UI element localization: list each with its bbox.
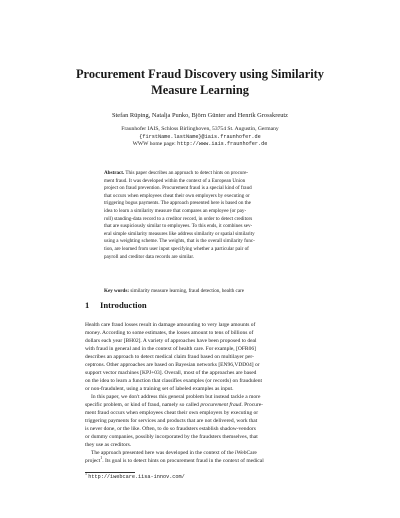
- body-line: ceptrons. Other approaches are based on Bayesian networks [EN96,VDD04] or: [85, 362, 260, 368]
- emphasis-term: procurement fraud: [200, 402, 242, 408]
- body-line: money. According to some estimates, the losses amount to tens of billions of: [85, 330, 254, 336]
- body-line: on the idea to learn a function that classifies examples (or records) on fraudulent: [85, 378, 263, 384]
- footnote-mark[interactable]: 1: [100, 455, 103, 460]
- body-line: triggering payments for services and products that are not delivered, work that: [85, 418, 258, 424]
- body-text-span: project: [85, 458, 101, 464]
- body-line: describes an approach to detect medical claim fraud based on multilayer per-: [85, 354, 254, 360]
- body-line: [85, 457, 316, 465]
- footnote: [85, 471, 185, 481]
- affiliation-address: Fraunhofer IAIS, Schloss Birlinghoven, 53754 St. Augustin, Germany: [121, 126, 279, 132]
- body-line: they use as creditors.: [85, 442, 132, 448]
- body-line: or non-fraudulent, using a training set of labeled examples as input.: [85, 386, 234, 392]
- section-title: Introduction: [100, 300, 147, 310]
- body-line: ment fraud occurs when employees cheat their own employers by executing or: [85, 410, 259, 416]
- body-text-span: . Its goal is to detect hints on procurement fraud in the context of medical: [102, 458, 264, 464]
- abstract-line: This paper describes an approach to detect hints on procure-: [125, 170, 249, 176]
- abstract-line: eral simple similarity measures like address similarity or spatial similarity: [104, 230, 255, 237]
- abstract-line: tion, are learned from user input specifying whether a particular pair of: [104, 245, 249, 252]
- body-line: In this paper, we don't address this general problem but instead tackle a more: [91, 394, 261, 400]
- keywords: [104, 288, 304, 296]
- abstract-line: payroll and creditor data records are similar.: [104, 253, 195, 260]
- title-line-2: Measure Learning: [151, 83, 249, 97]
- abstract-label: Abstract.: [104, 170, 125, 176]
- abstract: [104, 170, 296, 261]
- abstract-line: ment fraud. It was developed within the context of a European Union: [104, 177, 246, 184]
- abstract-line: roll) standing-data record to a creditor record, in order to detect creditors: [104, 215, 253, 222]
- abstract-line: that occurs when employees cheat their own employers by executing or: [104, 192, 250, 199]
- body-line: support vector machines [KPJ+03]. Overall, most of the approaches are based: [85, 370, 257, 376]
- homepage-url: http://www.iais.fraunhofer.de: [177, 141, 268, 147]
- title-line-1: Procurement Fraud Discovery using Similarity: [75, 67, 325, 81]
- body-line: is never done, or the like. Often, to do so fraudsters establish shadow-vendors: [85, 426, 256, 432]
- body-text-span: . Procure-: [241, 402, 263, 408]
- body-line: dollars each year [BH02]. A variety of approaches have been proposed to deal: [85, 338, 257, 344]
- abstract-line: triggering bogus payments. The approach presented here is based on the: [104, 200, 251, 207]
- author-list: Stefan Rüping, Natalja Punko, Björn Günter and Henrik Grosskreutz: [111, 112, 289, 119]
- body-text: [85, 321, 316, 465]
- body-line: with fraud in general and in the context of health care. For example, [OFR06]: [85, 346, 256, 352]
- abstract-line: project on fraud prevention. Procurement fraud is a special kind of fraud: [104, 185, 252, 192]
- footnote-url[interactable]: http://iwebcare.iisa-innov.com/: [88, 474, 185, 480]
- body-text-span: specific problem, or kind of fraud, namely so called: [85, 402, 199, 408]
- affiliation-email: {firstName.lastName}@iais.fraunhofer.de: [139, 133, 261, 140]
- affiliation: [50, 126, 350, 149]
- body-line: The approach presented here was developed in the context of the iWebCare: [91, 450, 257, 456]
- section-number: 1: [85, 300, 90, 310]
- body-line: or dummy companies, possibly incorporated by the fraudsters themselves, that: [85, 434, 258, 440]
- body-line: Health care fraud losses result in damage amounting to very large amounts of: [85, 322, 256, 328]
- footnote-number: 1: [85, 471, 87, 476]
- abstract-line: using a weighting scheme. The weights, that is the overall similarity func-: [104, 238, 255, 245]
- keywords-label: Key words:: [104, 288, 130, 294]
- section-heading: [85, 300, 147, 310]
- paper-title: [60, 66, 340, 98]
- body-line: [85, 401, 316, 409]
- keywords-text: similarity measure learning, fraud detection, health care: [130, 288, 245, 294]
- footnote-rule: [85, 472, 135, 473]
- abstract-line: idea to learn a similarity measure that compares an employee (or pay-: [104, 207, 247, 214]
- abstract-line: that are suspiciously similar to employees. To this ends, it combines sev-: [104, 223, 253, 230]
- homepage-label: WWW home page:: [132, 141, 176, 147]
